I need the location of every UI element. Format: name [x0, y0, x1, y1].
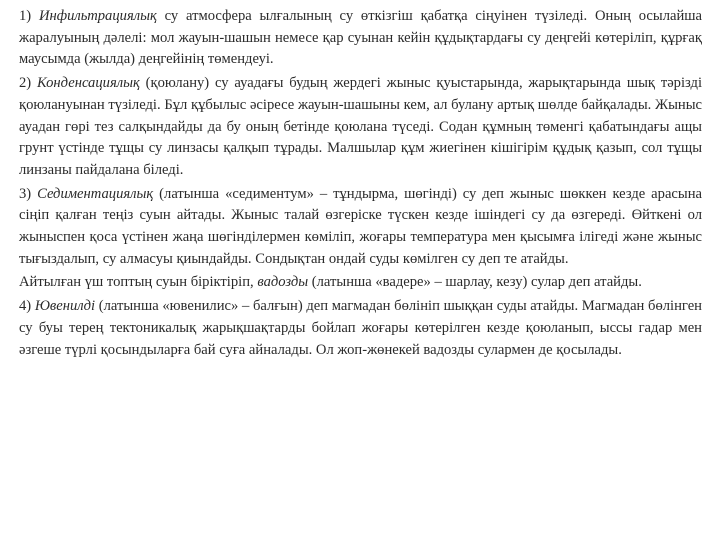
term-vadose: вадозды — [257, 274, 309, 291]
paragraph-text: (латынша «седиментум» – тұндырма, шөгінді) су деп жыныс шөккен кезде арасына сіңіп қалған теңіз суын айтады. Жыныс талай өзгеріске түскен кезде ішіндегі су да өзгереді. Өйткені ол жыныспен қоса үстінен жаңа шөгінділермен көміліп, жоғары температура мен қысымға ілігеді және жыныс тығыздалып, су алмасуы қиындайды. Сондықтан ондай суды көмілген су деп те атайды. — [19, 185, 702, 267]
paragraph-number: 2) — [19, 75, 37, 92]
paragraph-vadose — [19, 272, 702, 294]
paragraph-sedimentation — [19, 184, 702, 271]
term-sedimentation: Седиментациялық — [37, 185, 154, 202]
paragraph-text: (латынша «вадере» – шарлау, кезу) сулар деп атайды. — [308, 274, 642, 291]
paragraph-number: 3) — [19, 185, 38, 202]
term-juvenile: Ювенилді — [34, 298, 96, 315]
term-infiltration: Инфильтрациялық — [38, 8, 157, 24]
paragraph-text: (латынша «ювенилис» – балғын) деп магмадан бөлініп шыққан суды атайды. Магмадан бөлінген су буы терең тектоникалық жарықшақтарды бойлап жоғары көтерілген кезде қоюланып, ыссы гадар мен әзгеше түрлі қосындыларға бай суға айналады. Ол жоп-жөнекей вадозды сулармен де қосылады. — [19, 298, 702, 358]
paragraph-condensation — [19, 73, 702, 182]
paragraph-number: 1) — [19, 8, 39, 24]
paragraph-number: 4) — [19, 298, 35, 315]
paragraph-juvenile — [19, 296, 702, 361]
paragraph-text: су атмосфера ылғалының су өткізгіш қабатқа сіңуінен түзіледі. Оның осылайша жаралуының дәлелі: мол жауын-шашын немесе қар суынан кейін құдықтардағы су деңгейі көтеріліп, құрғақ маусымда (жылда) деңгейінің төмендеуі. — [19, 8, 702, 68]
paragraph-lead-text: Айтылған үш топтың суын біріктіріп, — [19, 274, 258, 291]
paragraph-infiltration — [19, 6, 702, 71]
paragraph-text: (қоюлану) су ауадағы будың жердегі жыныс қуыстарында, жарықтарында шық тәрізді қоюлануынан түзіледі. Бұл құбылыс әсіресе жауын-шашыны кем, ал булану артық шөлде байқалады. Жыныс ауадан гөрі тез салқындайды да бу оның бетінде қоюлана түседі. Содан құмның төменгі қабатындағы ащы грунт үстінде тұщы су линзасы қалқып тұрады. Малшылар құм жиегінен кішігірім құдық қазып, сол тұщы линзаны пайдалана біледі. — [19, 75, 703, 178]
term-condensation: Конденсациялық — [37, 75, 140, 92]
